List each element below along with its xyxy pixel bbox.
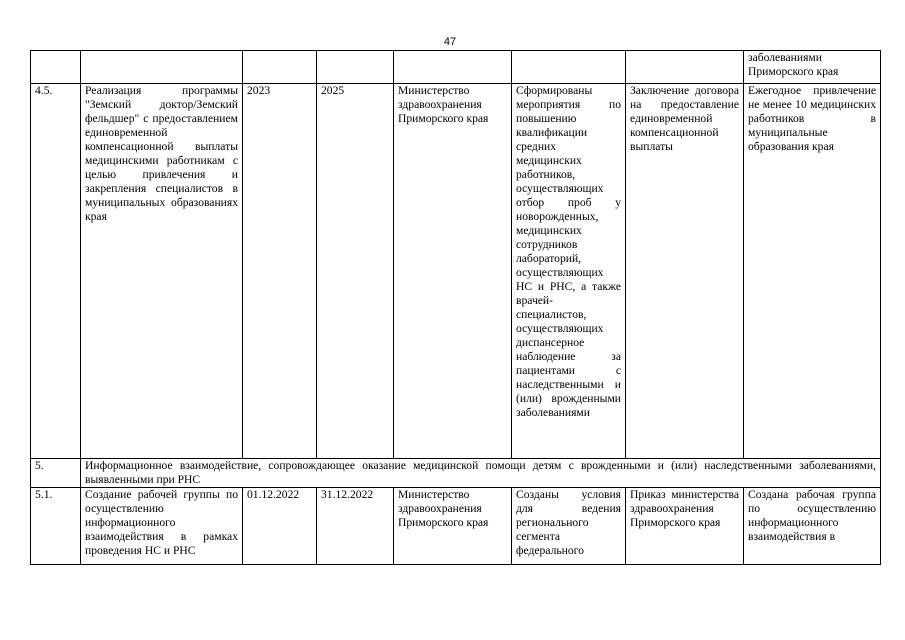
cell-start — [243, 51, 317, 84]
cell-end: 2025 — [317, 84, 394, 459]
cell-indicator-text: Создана рабочая группа по осуществлению информационного взаимодействия в — [748, 488, 876, 543]
cell-name: Реализация программы "Земский доктор/Земский фельдшер" с предоставлением единовременной компенсационной выплаты медицинскими работникам с целью привлечения и закрепления специалистов в муниципальных образованиях края — [81, 84, 243, 459]
page-number: 47 — [443, 36, 457, 48]
cell-result: Сформированы мероприятия по повышению квалификации средних медицинских работников, осуществляющих отбор проб у новорожденных, медицинских сотрудников лабораторий, осуществляющих НС и РНС, а также врачей-специалистов, осуществляющих диспансерное наблюдение за пациентами с наследственными и (или) врожденными заболеваниями — [512, 84, 626, 459]
table-row — [31, 51, 881, 84]
table-row — [31, 488, 881, 565]
cell-start: 2023 — [243, 84, 317, 459]
cell-num — [31, 51, 81, 84]
cell-start: 01.12.2022 — [243, 488, 317, 565]
cell-indicator: Ежегодное привлечение не менее 10 медицинских работников в муниципальные образования края — [744, 84, 881, 459]
cell-executor: Министерство здравоохранения Приморского края — [394, 84, 512, 459]
section-heading: Информационное взаимодействие, сопровождающее оказание медицинской помощи детям с врожденными и (или) наследственными заболеваниями, выявленными при РНС — [81, 459, 881, 488]
cell-name — [81, 51, 243, 84]
cell-document: Приказ министерства здравоохранения Приморского края — [626, 488, 744, 565]
table-row — [31, 459, 881, 488]
cell-result — [512, 488, 626, 565]
cell-result — [512, 51, 626, 84]
cell-document: Заключение договора на предоставление единовременной компенсационной выплаты — [626, 84, 744, 459]
cell-name-text: Создание рабочей группы по осуществлению информационного взаимодействия в рамках проведения НС и РНС — [85, 488, 238, 557]
cell-indicator: заболеваниями Приморского края — [744, 51, 881, 84]
cell-end: 31.12.2022 — [317, 488, 394, 565]
table-row — [31, 84, 881, 459]
cell-document — [626, 51, 744, 84]
plan-table — [30, 50, 881, 565]
cell-executor: Министерство здравоохранения Приморского края — [394, 488, 512, 565]
cell-num: 5. — [31, 459, 81, 488]
cell-name — [81, 488, 243, 565]
cell-result-text: Созданы условия для ведения регионального сегмента федерального — [516, 488, 621, 557]
cell-executor — [394, 51, 512, 84]
cell-num: 4.5. — [31, 84, 81, 459]
cell-num: 5.1. — [31, 488, 81, 565]
cell-indicator — [744, 488, 881, 565]
cell-end — [317, 51, 394, 84]
